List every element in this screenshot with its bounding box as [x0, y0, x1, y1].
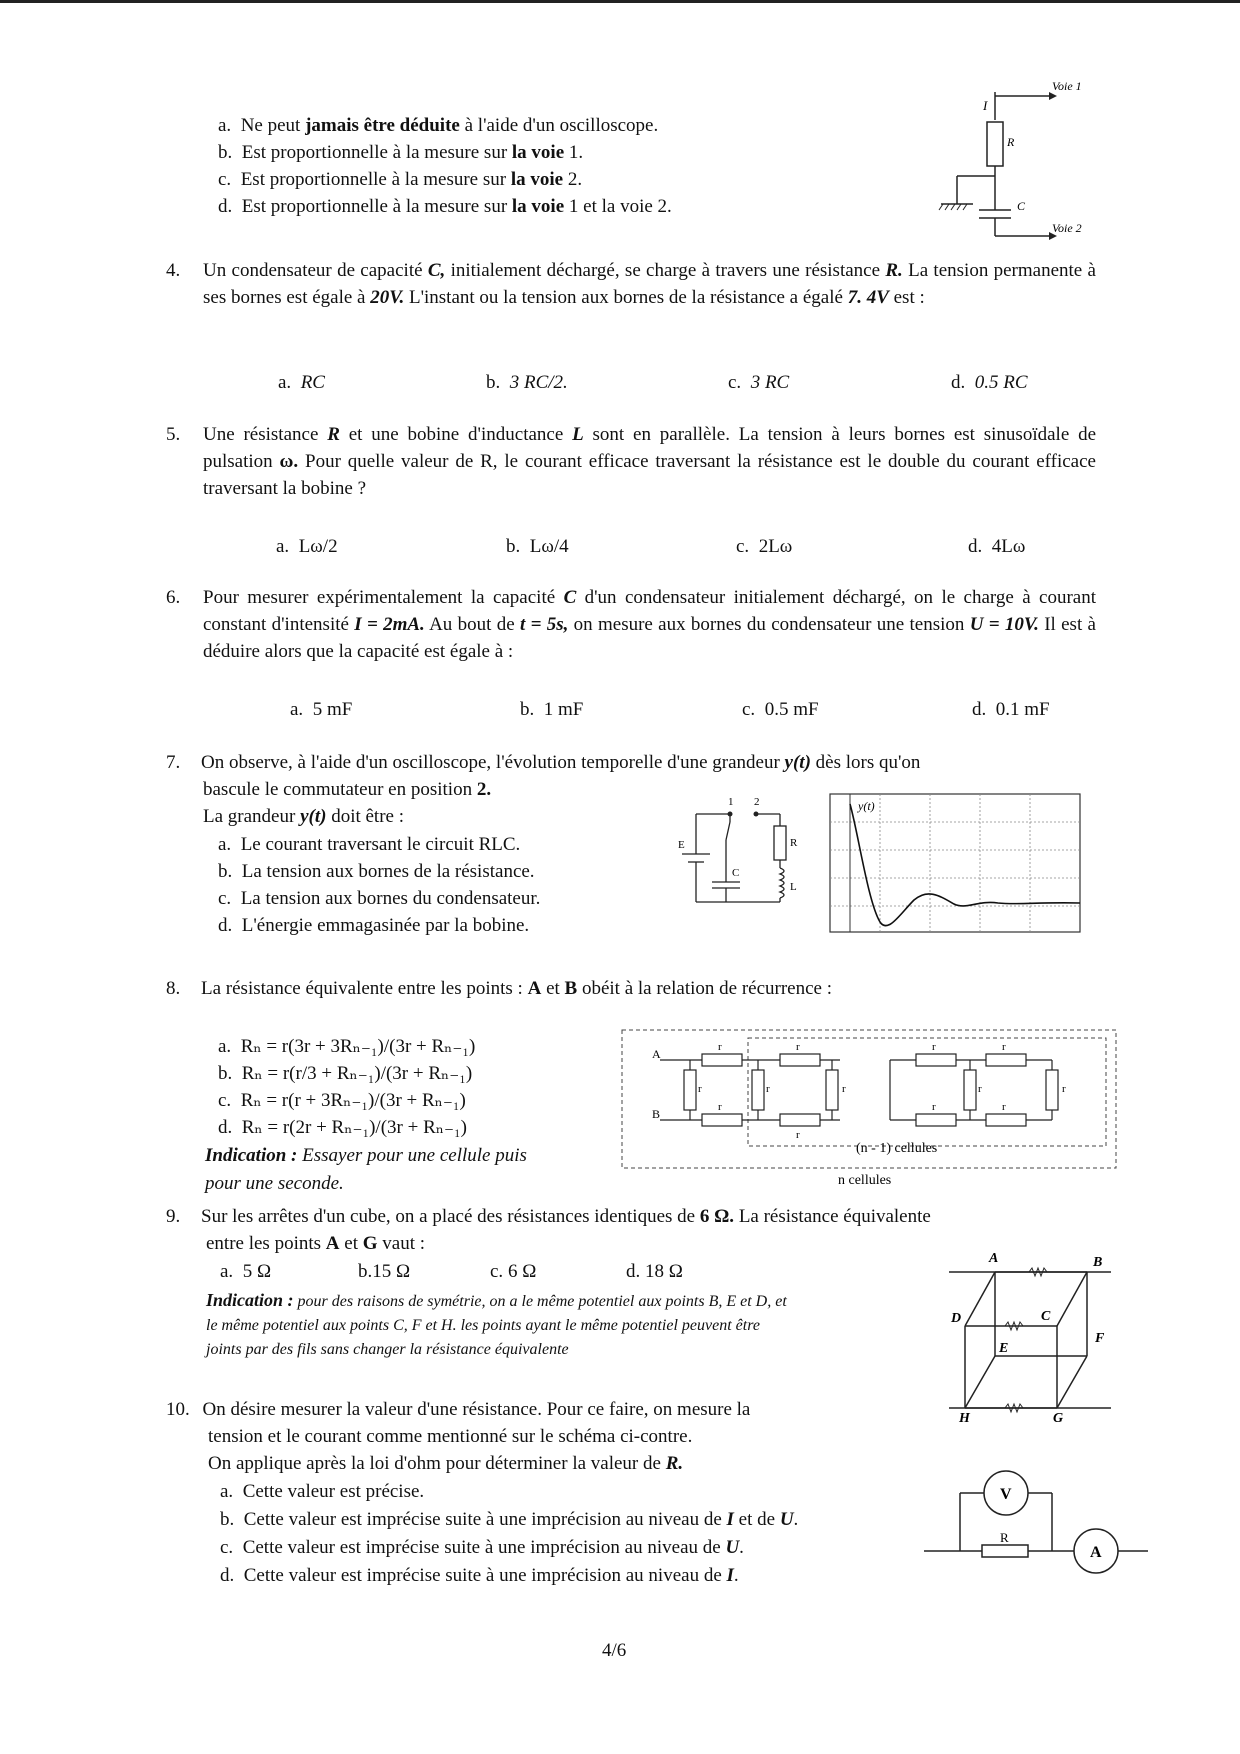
cube-vertex-C: C [1041, 1309, 1051, 1324]
option-letter: b. [520, 699, 535, 720]
option-text: 1 et la voie 2. [564, 196, 672, 217]
q5-option-a[interactable] [276, 536, 338, 558]
option-letter: a. [278, 372, 292, 393]
top-border [0, 0, 1240, 3]
cube-vertex-B: B [1093, 1255, 1103, 1270]
q6-option-a[interactable] [290, 699, 352, 721]
text-span: On applique après la loi d'ohm pour déterminer la valeur de [208, 1453, 666, 1474]
q3-option-d[interactable] [218, 196, 672, 218]
text-span: d'un condensateur initialement déchargé, on le charge à courant constant d'intensité [203, 587, 1096, 635]
voie2-label: Voie 2 [1052, 221, 1082, 235]
text-span: Pour quelle valeur de R, le courant efficace traversant la résistance est le double du courant efficace traversant la bobine ? [203, 451, 1096, 499]
switch-pos-2: 2 [754, 796, 760, 808]
var-y: y(t) [784, 752, 811, 773]
option-letter: a. [218, 1036, 232, 1057]
question-number: 4. [166, 260, 181, 281]
q8-ladder-network [620, 1028, 1120, 1188]
option-value: 0.5 RC [974, 372, 1028, 393]
option-value: 2Lω [758, 536, 793, 557]
q4-option-c[interactable] [728, 372, 789, 394]
option-formula: Rₙ = r(r + 3Rₙ₋₁)/(3r + Rₙ₋₁) [240, 1090, 466, 1111]
text-span: entre les points [206, 1233, 326, 1254]
option-value: 5 Ω [242, 1261, 272, 1282]
q5-option-d[interactable] [968, 536, 1025, 558]
option-value: Lω/4 [529, 536, 569, 557]
voltmeter-label: V [1000, 1486, 1012, 1503]
value-20V: 20V. [370, 287, 405, 308]
option-bold: la voie [511, 142, 565, 163]
point-B-label: B [652, 1107, 661, 1121]
cube-vertex-F: F [1095, 1331, 1105, 1346]
text-span: On observe, à l'aide d'un oscilloscope, l'évolution temporelle d'une grandeur [201, 752, 785, 773]
text-span: sont en parallèle. La tension à leurs bornes est sinusoïdale de pulsation [203, 424, 1097, 472]
option-bold: la voie [510, 169, 564, 190]
option-letter: b. [220, 1509, 235, 1530]
option-letter: d. [220, 1565, 235, 1586]
option-text: Est proportionnelle à la mesure sur [241, 142, 512, 163]
var-C: C [563, 587, 577, 608]
resistor-r: r [766, 1083, 770, 1095]
q3-option-c[interactable] [218, 169, 582, 191]
option-letter: d. [951, 372, 966, 393]
option-bold: jamais être déduite [305, 115, 460, 136]
question-number: 8. [166, 978, 181, 999]
option-formula: Rₙ = r(3r + 3Rₙ₋₁)/(3r + Rₙ₋₁) [240, 1036, 476, 1057]
option-value: RC [300, 372, 325, 393]
q8-option-c[interactable] [218, 1089, 466, 1112]
text-span: On désire mesurer la valeur d'une résistance. Pour ce faire, on mesure la [202, 1399, 751, 1420]
q4-option-a[interactable] [278, 372, 325, 394]
option-value: 3 RC [750, 372, 790, 393]
option-text: La tension aux bornes du condensateur. [240, 888, 541, 909]
q8-indication [205, 1145, 527, 1167]
option-letter: d. [626, 1261, 641, 1282]
cube-vertex-H: H [959, 1411, 970, 1424]
q3-option-a[interactable] [218, 115, 658, 137]
text-span: Pour mesurer expérimentalement la capacité [203, 587, 564, 608]
capacitor-label: C [732, 867, 740, 879]
indication-label: Indication : [206, 1290, 294, 1310]
resistor-r: r [1002, 1101, 1006, 1113]
question-number: 6. [166, 587, 181, 608]
text-span: on mesure aux bornes du condensateur une tension [568, 614, 970, 635]
option-value: 3 RC/2. [509, 372, 568, 393]
var-R: R. [665, 1453, 684, 1474]
option-text: 1. [564, 142, 584, 163]
option-text: . [793, 1509, 799, 1530]
resistor-r: r [698, 1083, 702, 1095]
q9-indication [206, 1288, 926, 1362]
resistor-label: R [1000, 1530, 1009, 1545]
question-6 [166, 584, 1096, 665]
option-value: Lω/2 [298, 536, 338, 557]
q10-option-b[interactable] [220, 1509, 798, 1531]
text-span: Il est à déduire alors que la capacité est égale à : [203, 614, 1096, 662]
q3-circuit-figure [935, 78, 1105, 248]
resistor-r: r [718, 1041, 722, 1053]
option-value: 4Lω [991, 536, 1026, 557]
question-7-line2 [203, 779, 491, 801]
resistor-r: r [932, 1041, 936, 1053]
text-span: La résistance équivalente [734, 1206, 931, 1227]
question-number: 7. [166, 752, 181, 773]
option-letter: c. [218, 169, 232, 190]
option-value: 15 Ω [372, 1261, 411, 1282]
option-value: 6 Ω [507, 1261, 537, 1282]
q10-option-c[interactable] [220, 1537, 744, 1559]
text-span: doit être : [326, 806, 404, 827]
q4-option-d[interactable] [951, 372, 1028, 394]
option-text: Cette valeur est précise. [242, 1481, 425, 1502]
inductor-label: L [790, 881, 797, 893]
page-number: 4/6 [602, 1640, 627, 1661]
indication-text: joints par des fils sans changer la résistance équivalente [206, 1341, 569, 1358]
point-A-label: A [652, 1047, 661, 1061]
option-letter: b. [218, 861, 233, 882]
option-letter: a. [276, 536, 290, 557]
option-letter: d. [972, 699, 987, 720]
resistor-r: r [796, 1129, 800, 1141]
q9-option-b[interactable] [358, 1261, 410, 1283]
voie1-label: Voie 1 [1052, 79, 1082, 93]
question-9-line1 [166, 1206, 931, 1228]
resistor-r: r [978, 1083, 982, 1095]
text-span: est : [888, 287, 925, 308]
var-L: L [572, 424, 584, 445]
q10-voltmeter-ammeter-circuit [924, 1458, 1150, 1580]
capacitor-label: C [1017, 199, 1026, 213]
option-formula: Rₙ = r(2r + Rₙ₋₁)/(3r + Rₙ₋₁) [241, 1117, 467, 1138]
resistor-label: R [790, 837, 798, 849]
q7-option-d[interactable] [218, 915, 529, 937]
option-formula: Rₙ = r(r/3 + Rₙ₋₁)/(3r + Rₙ₋₁) [241, 1063, 473, 1084]
question-7-line3 [203, 806, 404, 828]
q9-cube-figure [945, 1248, 1115, 1424]
resistor-r: r [796, 1041, 800, 1053]
text-span: et [339, 1233, 363, 1254]
q9-option-d[interactable] [626, 1261, 683, 1283]
point-B: B [564, 978, 578, 999]
question-10-line1 [166, 1399, 750, 1421]
option-text: La tension aux bornes de la résistance. [241, 861, 535, 882]
var-I: I [726, 1509, 734, 1530]
point-A: A [325, 1233, 340, 1254]
text-span: obéit à la relation de récurrence : [577, 978, 832, 999]
option-bold: la voie [511, 196, 565, 217]
var-U: U [779, 1509, 794, 1530]
option-letter: c. [742, 699, 756, 720]
q9-option-a[interactable] [220, 1261, 271, 1283]
option-text: Cette valeur est imprécise suite à une imprécision au niveau de [242, 1537, 726, 1558]
q5-option-c[interactable] [736, 536, 792, 558]
text-span: La grandeur [203, 806, 301, 827]
option-letter: d. [968, 536, 983, 557]
option-value: 18 Ω [645, 1261, 683, 1282]
text-span: et une bobine d'inductance [339, 424, 573, 445]
var-omega: ω. [279, 451, 299, 472]
var-U: U [725, 1537, 740, 1558]
ammeter-label: A [1090, 1544, 1102, 1561]
q6-option-c[interactable] [742, 699, 819, 721]
option-text: Le courant traversant le circuit RLC. [240, 834, 521, 855]
indication-label: Indication : [205, 1145, 298, 1166]
indication-text: pour des raisons de symétrie, on a le même potentiel aux points B, E et D, et [293, 1293, 787, 1310]
cube-vertex-G: G [1053, 1411, 1064, 1424]
option-letter: a. [220, 1261, 234, 1282]
q7-option-a[interactable] [218, 834, 520, 856]
option-text: Ne peut [240, 115, 306, 136]
option-text: . [733, 1565, 739, 1586]
position-value: 2. [476, 779, 492, 800]
option-text: 2. [563, 169, 583, 190]
text-span: La résistance équivalente entre les points : [201, 978, 528, 999]
option-value: 1 mF [543, 699, 584, 720]
value-7-4V: 7. 4V [847, 287, 889, 308]
text-span: Au bout de [424, 614, 520, 635]
text-span: dès lors qu'on [810, 752, 921, 773]
q8-option-d[interactable] [218, 1116, 467, 1139]
option-text: et de [733, 1509, 780, 1530]
point-A: A [527, 978, 542, 999]
option-text: Est proportionnelle à la mesure sur [241, 196, 512, 217]
question-text [203, 257, 1096, 311]
question-10-line3 [208, 1453, 683, 1475]
resistor-r: r [932, 1101, 936, 1113]
option-text: Cette valeur est imprécise suite à une imprécision au niveau de [243, 1509, 727, 1530]
indication-text: Essayer pour une cellule puis [297, 1145, 527, 1166]
option-letter: c. [218, 1090, 232, 1111]
switch-pos-1: 1 [728, 796, 734, 808]
option-letter: c. [490, 1261, 504, 1282]
option-value: 5 mF [312, 699, 353, 720]
option-letter: c. [218, 888, 232, 909]
q8-indication-cont: pour une seconde. [205, 1173, 344, 1194]
q6-option-b[interactable] [520, 699, 583, 721]
graph-y-label: y(t) [858, 799, 875, 813]
option-text: L'énergie emmagasinée par la bobine. [241, 915, 530, 936]
resistor-r: r [1002, 1041, 1006, 1053]
text-span: La tension permanente à ses bornes est égale à [203, 260, 1096, 308]
value-voltage: U = 10V. [969, 614, 1039, 635]
q4-option-b[interactable] [486, 372, 568, 394]
question-text [203, 421, 1096, 502]
source-label: E [678, 839, 685, 851]
option-value: 0.5 mF [764, 699, 819, 720]
question-text [203, 584, 1096, 665]
option-letter: a. [218, 834, 232, 855]
option-text: à l'aide d'un oscilloscope. [459, 115, 659, 136]
resistor-r: r [842, 1083, 846, 1095]
var-I: I [726, 1565, 734, 1586]
var-R: R. [885, 260, 903, 281]
option-letter: a. [220, 1481, 234, 1502]
question-5 [166, 421, 1096, 502]
option-letter: d. [218, 915, 233, 936]
question-number: 5. [166, 424, 181, 445]
question-8-line [166, 978, 832, 1000]
option-letter: d. [218, 196, 233, 217]
q7-oscilloscope-graph [828, 792, 1084, 937]
question-10-line2: tension et le courant comme mentionné sur le schéma ci-contre. [208, 1426, 693, 1447]
text-span: Une résistance [203, 424, 328, 445]
option-letter: a. [218, 115, 232, 136]
cube-vertex-A: A [989, 1251, 999, 1266]
q8-option-b[interactable] [218, 1062, 472, 1085]
text-span: Un condensateur de capacité [203, 260, 428, 281]
text-span: et [541, 978, 565, 999]
q8-option-a[interactable] [218, 1035, 475, 1058]
text-span: initialement déchargé, se charge à travers une résistance [445, 260, 886, 281]
current-label: I [983, 98, 988, 113]
resistor-label: R [1007, 135, 1015, 149]
resistor-r: r [1062, 1083, 1066, 1095]
option-text: Cette valeur est imprécise suite à une imprécision au niveau de [243, 1565, 727, 1586]
indication-text: le même potentiel aux points C, F et H. les points ayant le même potentiel peuvent être [206, 1317, 760, 1334]
point-G: G [362, 1233, 378, 1254]
var-R: R [327, 424, 340, 445]
text-span: Sur les arrêtes d'un cube, on a placé des résistances identiques de [201, 1206, 700, 1227]
value-time: t = 5s, [519, 614, 569, 635]
q7-rlc-circuit [676, 792, 816, 937]
resistor-r: r [718, 1101, 722, 1113]
question-number: 9. [166, 1206, 181, 1227]
option-letter: a. [290, 699, 304, 720]
value-ohm: 6 Ω. [699, 1206, 735, 1227]
var-C: C, [427, 260, 446, 281]
q10-option-d[interactable] [220, 1565, 739, 1587]
option-letter: b. [358, 1261, 373, 1282]
q7-option-b[interactable] [218, 861, 535, 883]
option-letter: d. [218, 1117, 233, 1138]
option-letter: b. [218, 142, 233, 163]
question-number: 10. [166, 1399, 190, 1420]
cube-vertex-D: D [951, 1311, 962, 1326]
option-letter: c. [728, 372, 742, 393]
inner-cells-label: (n - 1) cellules [856, 1141, 938, 1156]
option-letter: b. [506, 536, 521, 557]
value-current: I = 2mA. [354, 614, 425, 635]
text-span: L'instant ou la tension aux bornes de la résistance a égalé [404, 287, 848, 308]
option-letter: b. [218, 1063, 233, 1084]
question-4 [166, 257, 1096, 311]
q3-option-b[interactable] [218, 142, 583, 164]
q9-option-c[interactable] [490, 1261, 536, 1283]
q7-option-c[interactable] [218, 888, 540, 910]
q6-option-d[interactable] [972, 699, 1050, 721]
option-text: . [739, 1537, 744, 1558]
cube-vertex-E: E [999, 1341, 1009, 1356]
var-y: y(t) [300, 806, 327, 827]
option-value: 0.1 mF [995, 699, 1050, 720]
option-letter: c. [736, 536, 750, 557]
outer-cells-label: n cellules [838, 1173, 892, 1188]
text-span: vaut : [377, 1233, 426, 1254]
option-text: Est proportionnelle à la mesure sur [240, 169, 511, 190]
text-span: bascule le commutateur en position [203, 779, 477, 800]
q5-option-b[interactable] [506, 536, 569, 558]
option-letter: b. [486, 372, 501, 393]
option-letter: c. [220, 1537, 234, 1558]
question-7-line1 [166, 752, 920, 774]
question-9-line2 [206, 1233, 425, 1255]
q10-option-a[interactable] [220, 1481, 424, 1503]
